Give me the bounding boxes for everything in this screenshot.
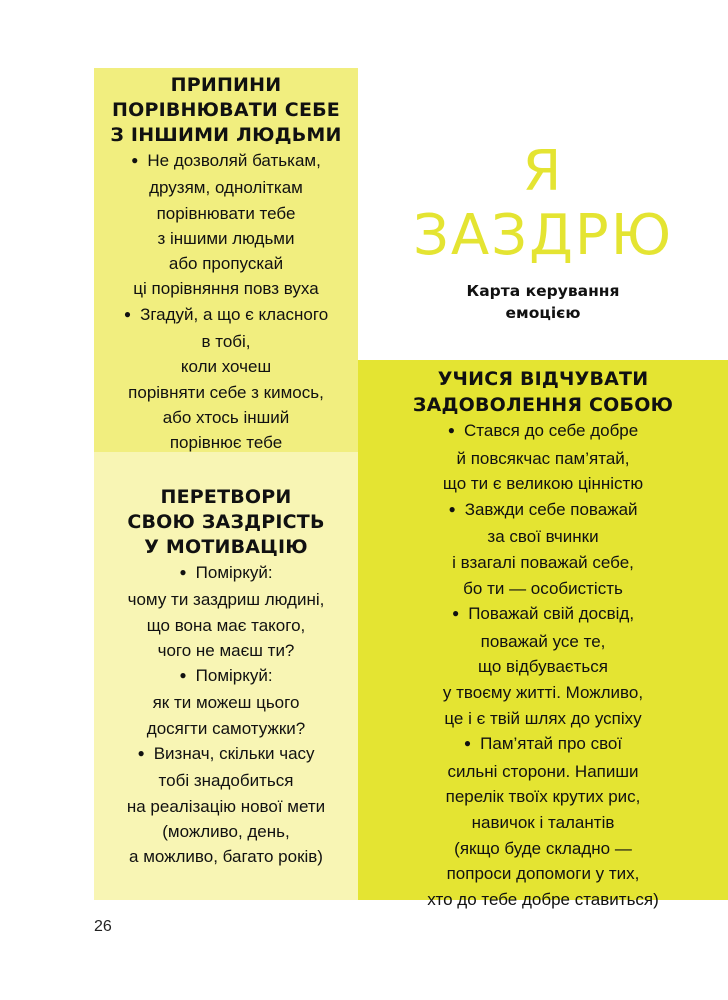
advice-box-learn-self-satisfaction [358,360,728,909]
bullet-line: ● Поважай свій досвід, [358,601,728,629]
text-line: а можливо, багато років) [129,847,323,867]
text-line: ці порівняння повз вуха [133,279,319,299]
heading-line: СВОЮ ЗАЗДРІСТЬ [127,511,325,533]
text-line: чому ти заздриш людині, [127,590,325,610]
title-line: ЗАЗДРЮ [412,203,674,268]
heading-line: З ІНШИМИ ЛЮДЬМИ [110,124,342,146]
text-line: у твоєму житті. Можливо, [442,682,644,702]
bullet-line: ● Визнач, скільки часу [94,741,358,768]
text-line: це і є твій шлях до успіху [444,708,642,728]
text-line: досягти самотужки? [146,718,306,738]
heading-line: У МОТИВАЦІЮ [144,536,308,558]
heading-line: УЧИСЯ ВІДЧУВАТИ [437,368,649,390]
advice-box-stop-comparing [94,68,358,452]
text-line: друзям, одноліткам [149,178,303,198]
text-line: в тобі, [201,332,251,352]
bullet-line: ● Поміркуй: [94,663,358,690]
text-line: поважай усе те, [480,631,606,651]
heading-line: ПРИПИНИ [170,74,282,96]
text-line: або пропускай [168,254,284,274]
text-line: й повсякчас пам’ятай, [456,448,630,468]
text-line: перелік твоїх крутих рис, [445,787,641,807]
text-line: що вона має такого, [146,615,306,635]
text-line: або хтось інший [162,407,290,427]
bullet-line: ● Не дозволяй батькам, [94,148,358,175]
heading-line: ЗАДОВОЛЕННЯ СОБОЮ [412,394,674,416]
page-title [358,140,728,268]
advice-heading [94,73,358,148]
text-line: (якщо буде складно — [454,838,632,858]
heading-line: ПЕРЕТВОРИ [160,486,292,508]
subtitle-line: емоцією [505,304,581,322]
bullet-line: ● Пам’ятай про свої [358,731,728,759]
title-line: Я [522,139,564,204]
text-line: сильні сторони. Напиши [447,761,639,781]
text-line: тобі знадобиться [158,771,294,791]
text-line: (можливо, день, [162,821,290,841]
heading-line: ПОРІВНЮВАТИ СЕБЕ [112,99,340,121]
text-line: з іншими людьми [157,228,295,248]
text-line: порівнює тебе [169,433,283,453]
text-line: що ти є великою цінністю [442,474,644,494]
text-line: коли хочеш [180,357,272,377]
page-number: 26 [94,918,112,935]
text-line: як ти можеш цього [152,693,300,713]
text-line: чого не маєш ти? [157,640,295,660]
subtitle-line: Карта керування [466,282,620,300]
text-line: попроси допомоги у тих, [446,864,640,884]
text-line: на реалізацію нової мети [126,796,326,816]
text-line: і взагалі поважай себе, [452,552,634,572]
text-line: порівняти себе з кимось, [128,382,324,402]
bullet-line: ● Поміркуй: [94,560,358,587]
bullet-line: ● Завжди себе поважай [358,497,728,525]
bullet-line: ● Згадуй, а що є класного [94,302,358,329]
advice-heading [358,366,728,418]
text-line: за свої вчинки [487,527,599,547]
text-line: бо ти — особистість [463,578,623,598]
text-line: порівнювати тебе [156,203,296,223]
bullet-line: ● Стався до себе добре [358,418,728,446]
text-line: хто до тебе добре ставиться) [427,889,659,909]
text-line: що відбувається [478,657,608,677]
advice-heading [94,485,358,560]
text-line: навичок і талантів [471,812,615,832]
advice-box-turn-envy-into-motivation [94,452,358,900]
page-subtitle [358,280,728,324]
